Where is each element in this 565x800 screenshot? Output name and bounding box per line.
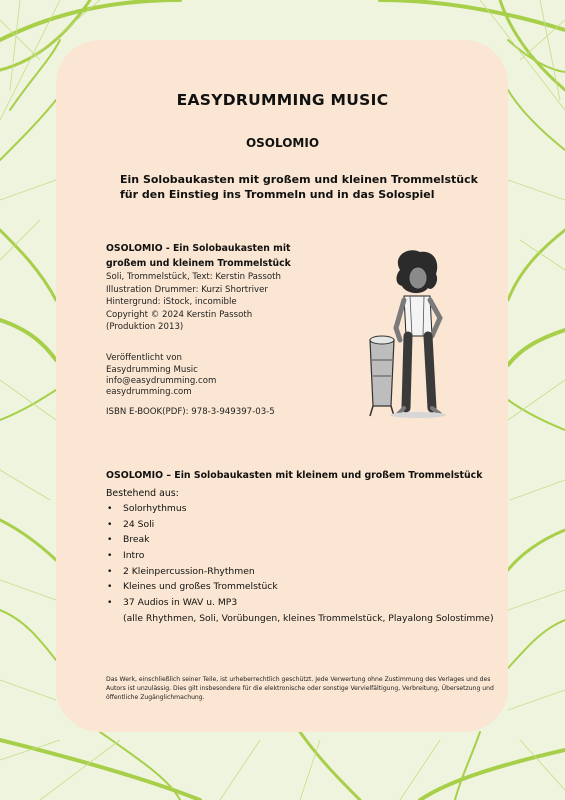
bullet-icon: •	[107, 597, 113, 609]
bullet-icon: •	[107, 565, 113, 577]
list-item: • 37 Audios in WAV u. MP3	[106, 595, 278, 611]
bullet-icon: •	[107, 518, 113, 530]
list-item: • Intro	[106, 548, 278, 564]
credit-line: Copyright © 2024 Kerstin Passoth	[106, 310, 253, 320]
credit-line: Illustration Drummer: Kurzi Shortriver	[106, 285, 268, 295]
contents-subtitle: Bestehend aus:	[106, 488, 179, 499]
meta-title-line-1: OSOLOMIO - Ein Solobaukasten mit	[106, 243, 291, 254]
drummer-with-conga-illustration	[360, 248, 450, 420]
list-item: • 24 Soli	[106, 517, 278, 533]
meta-title-line-2: großem und kleinem Trommelstück	[106, 258, 291, 269]
publisher-line: Easydrumming Music	[106, 365, 198, 375]
audio-details: (alle Rhythmen, Soli, Vorübungen, kleines Trommelstück, Playalong Solostimme)	[123, 613, 494, 624]
bullet-icon: •	[107, 550, 113, 562]
brand-heading: EASYDRUMMING MUSIC	[176, 91, 389, 109]
publisher-line: Veröffentlicht von	[106, 353, 182, 363]
list-item: • Solorhythmus	[106, 501, 278, 517]
list-item: • Break	[106, 532, 278, 548]
bullet-icon: •	[107, 534, 113, 546]
publisher-email[interactable]: info@easydrumming.com	[106, 376, 217, 386]
credit-line: (Produktion 2013)	[106, 322, 184, 332]
isbn: ISBN E-BOOK(PDF): 978-3-949397-03-5	[106, 407, 275, 417]
credit-line: Hintergrund: iStock, incomible	[106, 297, 237, 307]
page-title: OSOLOMIO	[245, 136, 320, 150]
list-item: • 2 Kleinpercussion-Rhythmen	[106, 564, 278, 580]
legal-notice: Das Werk, einschließlich seiner Teile, ist urheberrechtlich geschützt. Jede Verwertung ohne Zustimmung des Verlages und des Autors ist unzulässig. Dies gilt insbesondere für die elektronische oder sonstige Vervielfältigung, Verbreitung, Übersetzung und öffentliche Zugänglichmachung.	[106, 676, 494, 701]
bullet-icon: •	[107, 581, 113, 593]
subtitle-line-2: für den Einstieg ins Trommeln und in das Solospiel	[120, 188, 435, 201]
bullet-icon: •	[107, 503, 113, 514]
credit-line: Soli, Trommelstück, Text: Kerstin Passoth	[106, 272, 281, 282]
subtitle-line-1: Ein Solobaukasten mit großem und kleinen Trommelstück	[120, 173, 478, 186]
contents-title: OSOLOMIO – Ein Solobaukasten mit kleinem und großem Trommelstück	[106, 470, 483, 481]
contents-list	[106, 501, 278, 611]
publisher-website[interactable]: easydrumming.com	[106, 387, 192, 397]
list-item: • Kleines und großes Trommelstück	[106, 579, 278, 595]
